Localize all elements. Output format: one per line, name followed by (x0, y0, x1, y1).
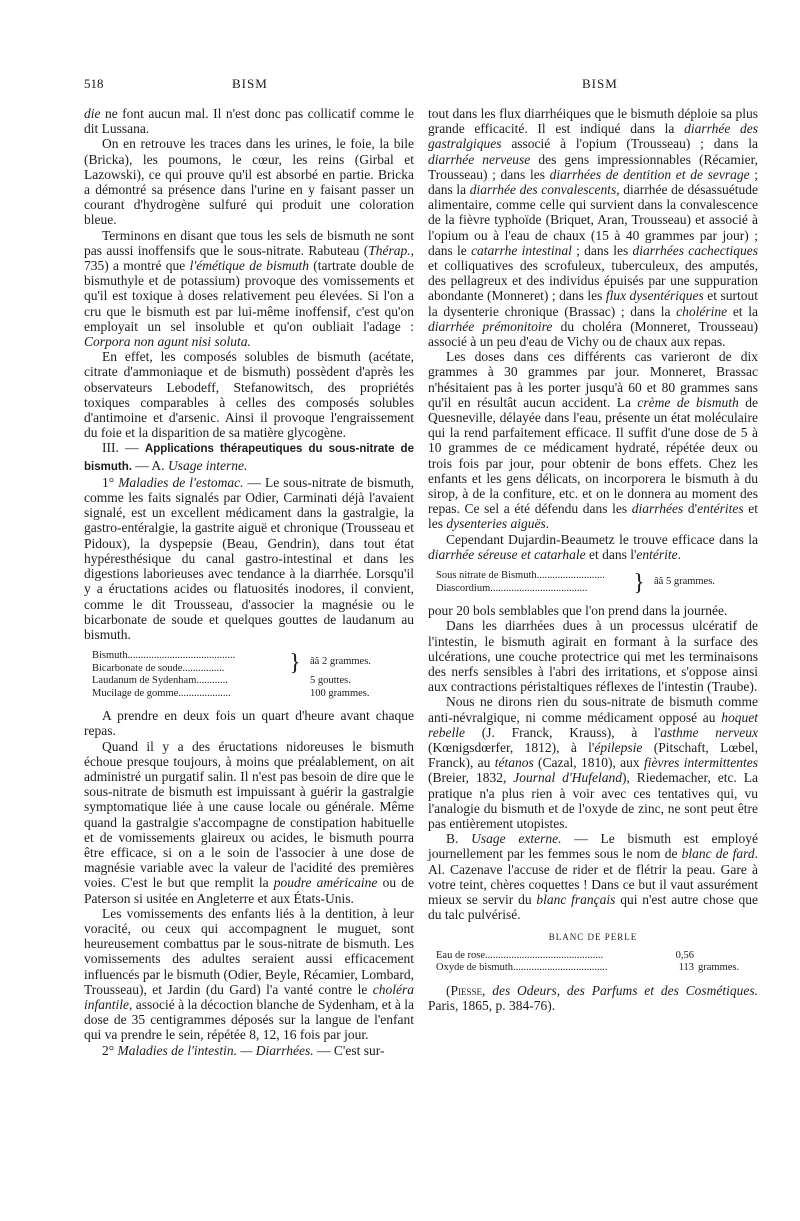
italic-run: asthme nerveux (660, 724, 759, 740)
italic-run: cholérine (676, 303, 728, 319)
italic-run: Maladies de l'intestin. — Diarrhées. (117, 1042, 314, 1058)
italic-run: diarrhée des convalescents (469, 182, 617, 198)
text-run: du choléra (Monneret, Trousseau) associé à un peu d'eau de Vichy ou de chaux aux repas. (428, 318, 758, 350)
italic-run: fièvres intermittentes (643, 755, 758, 771)
italic-run: crème de bismuth (637, 394, 739, 410)
italic-run: diarrhées de dentition et de sevrage (549, 166, 750, 182)
text-run: (Pitschaft, Lœbel, Franck), au (428, 739, 759, 771)
text-run: — C'est sur- (313, 1042, 385, 1058)
text-run: — A. (131, 457, 168, 473)
unit: grammes. (698, 962, 740, 974)
italic-run: diarrhées cachectiques (632, 242, 759, 258)
italic-run: diarrhée des gastralgiques (428, 121, 758, 152)
prescription-formula (92, 650, 414, 700)
text-run: , (482, 982, 493, 998)
text-run: . Al. Cazenave l'accuse de rider et de flétrir la peau. Gare à votre teint, chères coquettes ! Dans ce but il vaut assurément mieux se servir du (428, 846, 758, 907)
text-run: A prendre en deux fois un quart d'heure avant chaque repas. (84, 708, 414, 739)
text-run: Les doses dans ces différents cas varieront de dix grammes à 30 grammes par jour. Monneret, Brassac n'hésitaient pas à les porter jusqu'à 60 et 80 grammes sans qu'il en résultât aucun accident. La (428, 349, 758, 410)
paragraph (428, 983, 758, 1013)
formula-title: BLANC DE PERLE (548, 932, 638, 943)
text-run: et dans l' (585, 546, 637, 562)
italic-run: Usage externe. (471, 831, 562, 847)
brace: } (289, 649, 301, 676)
quantity: 5 gouttes. (310, 675, 351, 687)
text-run: (J. Franck, Krauss), à l' (464, 724, 661, 740)
paragraph (84, 1043, 414, 1058)
text-run: Dans les diarrhées dues à un processus ulcératif de l'intestin, le bismuth agirait en formant à la surface des ulcérations, une couche protectrice qui met les terminaisons des nerfs sensibles à l'abri des irritations, et s'oppose ainsi aux contractions péristaltiques réflexes de l'intestin (Traube). (428, 618, 758, 695)
italic-run: flux dysentériques (605, 288, 704, 304)
italic-run: Journal d'Hufeland (513, 770, 623, 786)
text-run: ; dans la (428, 166, 758, 198)
brace: } (633, 569, 645, 596)
ingredient: Oxyde de bismuth.................................... (436, 962, 608, 974)
paragraph (428, 694, 758, 831)
italic-run: blanc français (536, 891, 616, 907)
text-run: (Kœnigsdœrfer, 1812), à l' (428, 739, 595, 755)
italic-run: entérite (636, 546, 678, 562)
text-run: (Cazal, 1810), aux (533, 755, 644, 771)
paragraph (84, 906, 414, 1043)
ingredient: Mucilage de gomme.................... (92, 687, 231, 699)
text-run: . (545, 516, 550, 532)
text-run: — Le bismuth est employé journellement par les femmes sous le nom de (428, 831, 758, 862)
text-run: , diarrhée de désassuétude alimentaire, comme celle qui survient dans la convalescence de la fièvre typhoïde (Briquet, Aran, Trousseau) et associé à l'opium ou à l'eau de chaux (15 à 40 grammes par jour) ; dans le (428, 182, 758, 258)
italic-run: Maladies de l'estomac. (118, 474, 244, 490)
paragraph (428, 349, 758, 531)
left-column (84, 106, 414, 1058)
paragraph (84, 228, 414, 350)
text-run: et surtout la dysenterie chronique (Brassac) ; dans la (428, 288, 758, 319)
quantity: 100 grammes. (310, 687, 370, 699)
italic-run: blanc de fard (681, 846, 755, 862)
text-run: et la (727, 303, 758, 319)
prescription-formula (436, 570, 758, 595)
text-run: associé à l'opium (Trousseau) ; dans la (501, 136, 758, 152)
italic-run: des Odeurs, des Parfums et des Cosmétiques. (492, 982, 759, 998)
text-run: et les (428, 501, 758, 532)
paragraph (428, 831, 758, 922)
text-run: ne font aucun mal. Il n'est donc pas collicatif comme le dit Lussana. (84, 106, 414, 137)
quantity: 0,56 (675, 949, 694, 961)
italic-run: épilepsie (594, 739, 643, 755)
text-run: ), Riedemacher, etc. La pratique n'a plus rien à voir avec ces tentatives qui, vu l'analogie du bismuth et de l'oxyde de zinc, ne sont peut être pas entièrement utopistes. (428, 770, 758, 831)
paragraph (428, 618, 758, 694)
text-run: B. (446, 831, 472, 847)
italic-run: Usage interne. (167, 457, 248, 473)
section-heading (84, 440, 414, 474)
page-header (0, 76, 800, 96)
page-number: 518 (84, 76, 104, 91)
text-run: , 735) a montré que (84, 242, 414, 274)
text-run: pour 20 bols semblables que l'on prend dans la journée. (428, 603, 728, 619)
italic-run: hoquet rebelle (428, 709, 758, 740)
text-run: des gens impressionnables (Récamier, Trousseau) ; dans les (428, 151, 758, 182)
text-run: et colliquatives des scrofuleux, tuberculeux, des amputés, des pellagreux et des individus épuisés par une suppuration abondante (Monneret) ; dans les (428, 258, 758, 304)
italic-run: catarrhe intestinal (471, 242, 572, 258)
ingredient: Bismuth......................................... (92, 650, 236, 662)
running-head-left: BISM (232, 76, 268, 91)
text-run: Nous ne dirons rien du sous-nitrate de bismuth comme anti-névralgique, ni comme médicament opposé au (428, 694, 758, 725)
text-run: On en retrouve les traces dans les urines, le foie, la bile (Bricka), les poumons, le cœur, les reins (Girbal et Lazowski), ce qui prouve qu'il est absorbé en partie. Bricka a démontré sa présence dans l'urine en y faisant passer un courant d'hydrogène sulfuré qui produit une coloration bleue. (84, 136, 414, 228)
italic-run: poudre américaine (273, 875, 378, 891)
paragraph (428, 532, 758, 562)
ingredient: Diascordium..................................... (436, 582, 588, 594)
text-run: — Le sous-nitrate de bismuth, comme les faits signalés par Odier, Carminati déjà l'avaient signalé, est un excellent médicament dans la gastralgie, la gastro-entéralgie, la gastrite aiguë et chronique (Trousseau et Pidoux), la dyspepsie (Beau, Gendrin), dans tout état hypéresthésique du canal gastro-intestinal et dans les digestions laborieuses avec tendance à la diarrhée. Lorsqu'il y a éructations acides ou flatuosités inodores, il convient, comme le dit Trousseau, d'associer la magnésie ou le bicarbonate de soude et quelques gouttes de laudanum au bismuth. (84, 474, 414, 642)
text-run: III. — (102, 440, 145, 456)
italic-run: choléra infantile (84, 981, 414, 1012)
paragraph (84, 349, 414, 440)
ingredient: Laudanum de Sydenham............ (92, 675, 228, 687)
text-run: , associé à la décoction blanche de Sydenham, et à la dose de 35 centigrammes déposés sur la langue de l'enfant qui va prendre le sein, répétée 8, 12, 16 fois par jour. (84, 996, 414, 1043)
heading-run: Applications thérapeutiques du sous-nitrate de bismuth. (84, 443, 414, 473)
italic-run: diarrhées (631, 501, 684, 517)
paragraph (84, 739, 414, 906)
italic-run: Thérap. (368, 242, 411, 258)
text-run: Quand il y a des éructations nidoreuses le bismuth échoue presque toujours, à moins que préalablement, on ait administré un purgatif salin. Il n'est pas besoin de dire que le sous-nitrate de bismuth est impuissant à guérir la gastralgie symptomatique liée à une cause locale ou générale. Même quand la gastralgie s'accompagne de constipation habituelle et de vomissements glaireux ou acides, le bismuth pourra être efficace, si on a le soin de l'associer à une dose de magnésie variable avec la valeur de l'acidité des premières voies. C'est le but que remplit la (84, 738, 414, 891)
italic-run: diarrhée séreuse et catarhale (428, 546, 586, 562)
quantity: ââ 5 grammes. (654, 576, 715, 588)
unit (698, 950, 758, 963)
paragraph (84, 708, 414, 738)
text-run: ou de Paterson si usitée en Angleterre et aux États-Unis. (84, 875, 414, 906)
text-run: 1° (102, 474, 119, 490)
italic-run: dysenteries aiguës (446, 516, 546, 532)
ingredient: Sous nitrate de Bismuth.......................... (436, 570, 605, 582)
text-run: Paris, 1865, p. 384-76). (428, 997, 556, 1013)
text-run: Cependant Dujardin-Beaumetz le trouve efficace dans la (446, 531, 758, 547)
italic-run: entérites (697, 501, 744, 517)
italic-run: diarrhée nerveuse (428, 151, 531, 167)
text-run: d' (683, 501, 698, 517)
ingredient: Bicarbonate de soude................ (92, 662, 225, 674)
text-run: (Piesse (446, 982, 483, 998)
italic-run: Corpora non agunt nisi soluta. (84, 334, 251, 350)
right-column (428, 106, 758, 1013)
text-run: Terminons en disant que tous les sels de bismuth ne sont pas aussi inoffensifs que le sous-nitrate. Rabuteau ( (84, 227, 414, 258)
italic-run: tétanos (494, 755, 534, 771)
text-run: 2° (102, 1042, 118, 1058)
text-run: (Breier, 1832, (428, 770, 514, 786)
quantity: ââ 2 grammes. (310, 656, 371, 668)
text-run: de Quesneville, délayée dans l'eau, présente un état moléculaire qui la rend parfaitement efficace. Il suffit d'une dose de 5 à 10 grammes de ce médicament hydraté, répétée deux ou trois fois par jour, pour obtenir de bons effets. Chez les enfants et les gens délicats, on incorporera le bismuth à du sirop, à de la confiture, etc. et on le donnera au moment des repas. Ce sel a été défendu dans les (428, 394, 758, 517)
paragraph (84, 475, 414, 642)
paragraph (428, 106, 758, 349)
quantity: 113 (678, 962, 694, 974)
running-head-right: BISM (582, 76, 618, 91)
paragraph (84, 106, 414, 136)
text-run: ; dans les (571, 242, 633, 258)
italic-run: diarrhée prémonitoire (428, 318, 553, 334)
ingredient: Eau de rose............................................. (436, 949, 604, 961)
prescription-formula (436, 950, 758, 975)
text-run: . (677, 546, 682, 562)
text-run: Les vomissements des enfants liés à la dentition, à leur voracité, ou ceux qui accompagnent le muguet, sont heureusement combattus par le sous-nitrate de bismuth. Les vomissements des adultes seraient aussi efficacement influencés par le bismuth (Odier, Beyle, Récamier, Lombard, Trousseau), et Jardin (du Gard) l'a vanté contre le (84, 905, 414, 997)
text-run: qui n'est autre chose que du talc pulvérisé. (428, 891, 758, 923)
text-run: tout dans les flux diarrhéiques que le bismuth déploie sa plus grande efficacité. Il est indiqué dans la (428, 106, 758, 137)
text-run: (tartrate double de bismuthyle et de potassium) provoque des vomissements et qu'il est toxique à doses relativement peu élevées. Si l'on a cru que le bismuth est par lui-même inoffensif, c'est qu'on employait un sel insoluble et qu'on oubliait l'adage : (84, 258, 414, 334)
paragraph (84, 136, 414, 227)
italic-run: die (84, 106, 101, 121)
text-run: En effet, les composés solubles de bismuth (acétate, citrate d'ammoniaque et de bismuth) possèdent d'après les observateurs Lebodeff, Stefanowitsch, des propriétés toxiques comparables à celles des composés solubles d'antimoine et d'arsenic. Ainsi il provoque l'engraissement du foie et la disparition de sa matière glycogène. (84, 349, 414, 441)
paragraph (428, 603, 758, 618)
italic-run: l'émétique de bismuth (189, 258, 309, 274)
